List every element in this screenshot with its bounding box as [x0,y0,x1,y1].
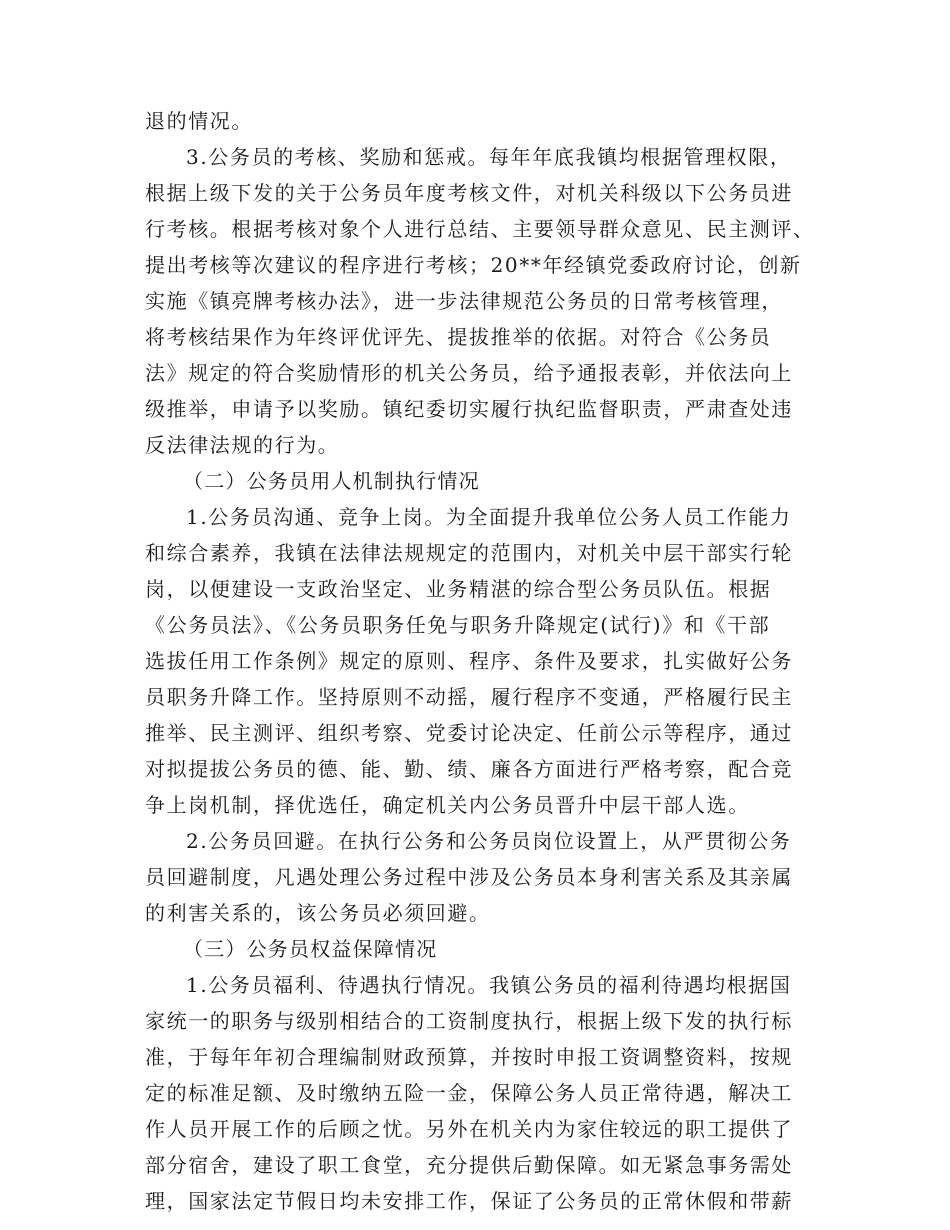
text-line: 对拟提拔公务员的德、能、勤、绩、廉各方面进行严格考察，配合竞 [145,757,793,781]
text-line: 级推举，申请予以奖励。镇纪委切实履行执纪监督职责，严肃查处违 [145,397,793,421]
text-line: 定的标准足额、及时缴纳五险一金，保障公务人员正常待遇，解决工 [145,1081,793,1105]
text-line: 《公务员法》、《公务员职务任免与职务升降规定(试行)》和《干部 [145,613,771,637]
paragraph-start: 2.公务员回避。在执行公务和公务员岗位设置上，从严贯彻公务 [186,829,792,853]
text-line: 员回避制度，凡遇处理公务过程中涉及公务员本身利害关系及其亲属 [145,865,793,889]
text-line: 实施《镇亮牌考核办法》，进一步法律规范公务员的日常考核管理， [145,289,783,313]
text-line: 家统一的职务与级别相结合的工资制度执行，根据上级下发的执行标 [145,1009,793,1033]
text-line: 作人员开展工作的后顾之忧。另外在机关内为家住较远的职工提供了 [145,1117,793,1141]
text-line: 退的情况。 [145,109,253,133]
text-line: 法》规定的符合奖励情形的机关公务员，给予通报表彰，并依法向上 [145,361,793,385]
paragraph-start: 1.公务员福利、待遇执行情况。我镇公务员的福利待遇均根据国 [186,973,792,997]
text-line: 岗，以便建设一支政治坚定、业务精湛的综合型公务员队伍。根据 [145,577,772,601]
paragraph-start: 3.公务员的考核、奖励和惩戒。每年年底我镇均根据管理权限， [186,145,792,169]
text-line: 推举、民主测评、组织考察、党委讨论决定、任前公示等程序，通过 [145,721,793,745]
text-line: 理，国家法定节假日均未安排工作，保证了公务员的正常休假和带薪 [145,1189,793,1213]
text-line: 根据上级下发的关于公务员年度考核文件，对机关科级以下公务员进 [145,181,793,205]
text-line: 员职务升降工作。坚持原则不动摇，履行程序不变通，严格履行民主 [145,685,793,709]
text-line: 争上岗机制，择优选任，确定机关内公务员晋升中层干部人选。 [145,793,750,817]
section-heading: （三）公务员权益保障情况 [183,937,438,961]
text-line: 部分宿舍，建设了职工食堂，充分提供后勤保障。如无紧急事务需处 [145,1153,793,1177]
text-line: 提出考核等次建议的程序进行考核；20**年经镇党委政府讨论，创新 [145,253,802,277]
paragraph-start: 1.公务员沟通、竞争上岗。为全面提升我单位公务人员工作能力 [186,505,792,529]
text-line: 选拔任用工作条例》规定的原则、程序、条件及要求，扎实做好公务 [145,649,793,673]
text-line: 的利害关系的，该公务员必须回避。 [145,901,491,925]
text-line: 准，于每年年初合理编制财政预算，并按时申报工资调整资料，按规 [145,1045,793,1069]
text-line: 和综合素养，我镇在法律法规规定的范围内，对机关中层干部实行轮 [145,541,793,565]
text-line: 将考核结果作为年终评优评先、提拔推举的依据。对符合《公务员 [145,325,772,349]
text-line: 行考核。根据考核对象个人进行总结、主要领导群众意见、民主测评、 [145,217,815,241]
text-line: 反法律法规的行为。 [145,433,340,457]
section-heading: （二）公务员用人机制执行情况 [183,469,480,493]
